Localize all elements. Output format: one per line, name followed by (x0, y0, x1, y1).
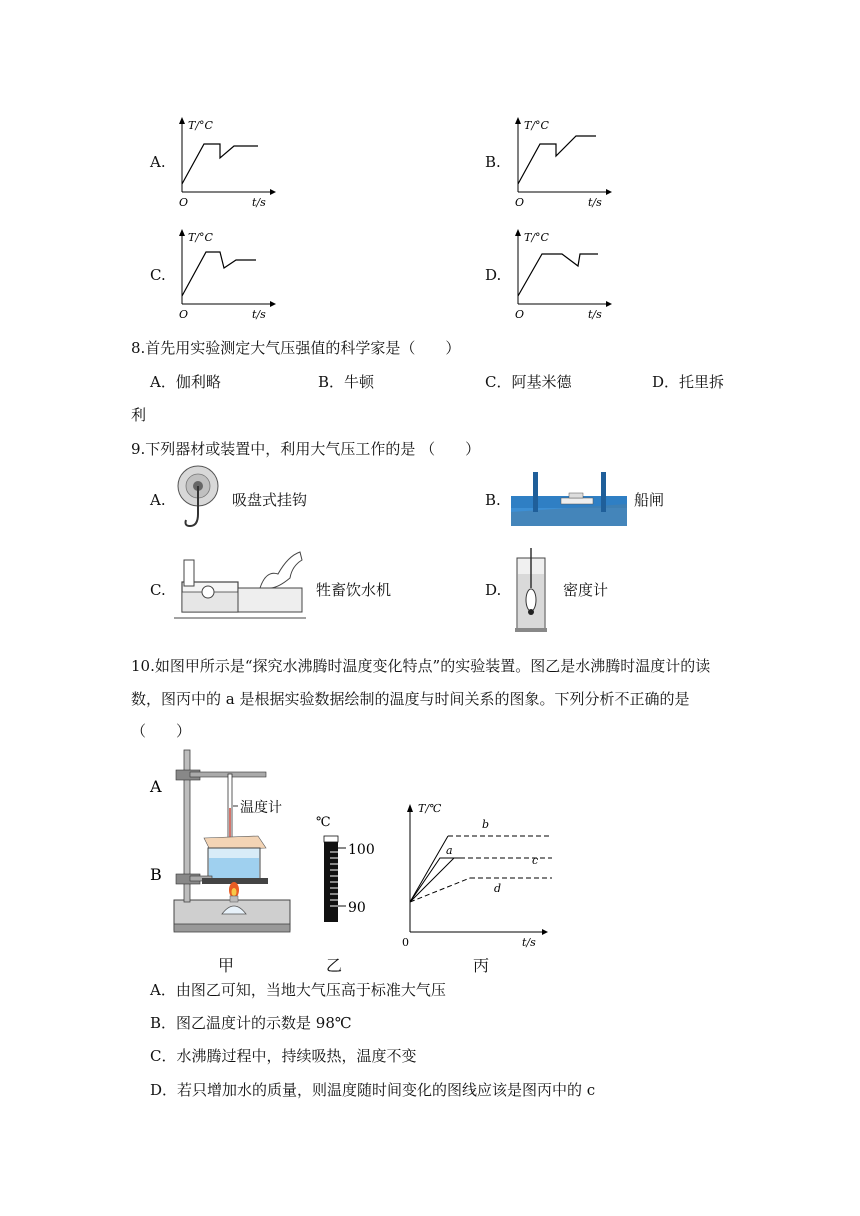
q7-d-ylabel: T/°C (524, 231, 549, 244)
q8-option-a: A．伽利略 (150, 373, 221, 391)
fig-bing-caption: 丙 (473, 958, 490, 975)
q8-option-c: C．阿基米德 (485, 373, 572, 391)
q10-stem-line-3: （ ） (131, 722, 192, 740)
livestock-waterer-image (174, 548, 306, 624)
q10-option-d: D．若只增加水的质量，则温度随时间变化的图线应该是图丙中的 c (150, 1081, 596, 1099)
q10-option-c: C．水沸腾过程中，持续吸热，温度不变 (150, 1047, 417, 1065)
q7-option-c-graph (170, 224, 280, 322)
q9-option-b-letter: B. (485, 491, 501, 509)
q9-option-c-label: 牲畜饮水机 (316, 581, 392, 599)
q7-a-xlabel: t/s (252, 196, 266, 209)
ship-lock-image (511, 468, 627, 526)
q10-stem-line-2: 数，图丙中的 a 是根据实验数据绘制的温度与时间关系的图象。下列分析不正确的是 (131, 690, 690, 708)
q7-a-origin: O (179, 196, 189, 209)
q8-stem: 8.首先用实验测定大气压强值的科学家是（ ） (131, 339, 461, 357)
fig-bing-ylabel: T/℃ (418, 802, 442, 815)
q9-option-c-letter: C. (150, 581, 166, 599)
q10-option-a: A．由图乙可知，当地大气压高于标准大气压 (150, 981, 446, 999)
q7-option-a-letter: A. (150, 153, 166, 171)
q7-option-d-graph (506, 224, 616, 322)
q10-option-b: B．图乙温度计的示数是 98℃ (150, 1014, 352, 1032)
q7-b-xlabel: t/s (588, 196, 602, 209)
fig-bing-curve-d: d (494, 882, 502, 895)
q9-option-b-label: 船闸 (634, 491, 665, 509)
fig-jia-caption: 甲 (218, 958, 235, 975)
q7-d-xlabel: t/s (588, 308, 602, 321)
q7-option-c-letter: C. (150, 266, 166, 284)
q9-option-a-label: 吸盘式挂钩 (232, 491, 308, 509)
suction-hook-image (174, 464, 222, 536)
fig-jia-thermometer-label: 温度计 (240, 800, 282, 816)
q7-option-d-letter: D. (485, 266, 502, 284)
q9-option-d-label: 密度计 (563, 581, 609, 599)
fig-bing-origin: 0 (402, 936, 409, 949)
q7-c-origin: O (179, 308, 189, 321)
fig-jia-apparatus (146, 748, 296, 942)
fig-bing-curve-c: c (532, 854, 539, 867)
fig-bing-xlabel: t/s (522, 936, 536, 949)
q7-option-a-graph (170, 112, 280, 210)
fig-yi-unit: ℃ (316, 815, 331, 830)
fig-bing-curve-a: a (446, 844, 453, 857)
fig-jia-label-b: B (150, 865, 162, 884)
q7-b-origin: O (515, 196, 525, 209)
q9-option-d-letter: D. (485, 581, 502, 599)
q7-option-b-graph (506, 112, 616, 210)
fig-yi-caption: 乙 (326, 958, 343, 975)
q10-stem-line-1: 10.如图甲所示是“探究水沸腾时温度变化特点”的实验装置。图乙是水沸腾时温度计的读 (131, 657, 711, 675)
q7-a-ylabel: T/°C (188, 119, 213, 132)
q8-option-d-wrap: 利 (131, 406, 147, 424)
fig-bing-curve-b: b (482, 818, 490, 831)
q7-c-xlabel: t/s (252, 308, 266, 321)
q8-option-b: B．牛顿 (318, 373, 375, 391)
q8-option-d: D．托里拆 (652, 373, 725, 391)
hydrometer-image (511, 544, 551, 634)
q7-d-origin: O (515, 308, 525, 321)
fig-yi-tick-bottom: 90 (348, 900, 366, 916)
q9-option-a-letter: A. (150, 491, 166, 509)
q7-c-ylabel: T/°C (188, 231, 213, 244)
q7-option-b-letter: B. (485, 153, 501, 171)
q9-stem: 9.下列器材或装置中，利用大气压工作的是 （ ） (131, 440, 481, 458)
fig-yi-thermometer-reading (312, 812, 384, 924)
fig-yi-tick-top: 100 (348, 842, 375, 858)
fig-bing-graph (392, 792, 552, 952)
q7-b-ylabel: T/°C (524, 119, 549, 132)
fig-jia-label-a: A (150, 777, 162, 796)
